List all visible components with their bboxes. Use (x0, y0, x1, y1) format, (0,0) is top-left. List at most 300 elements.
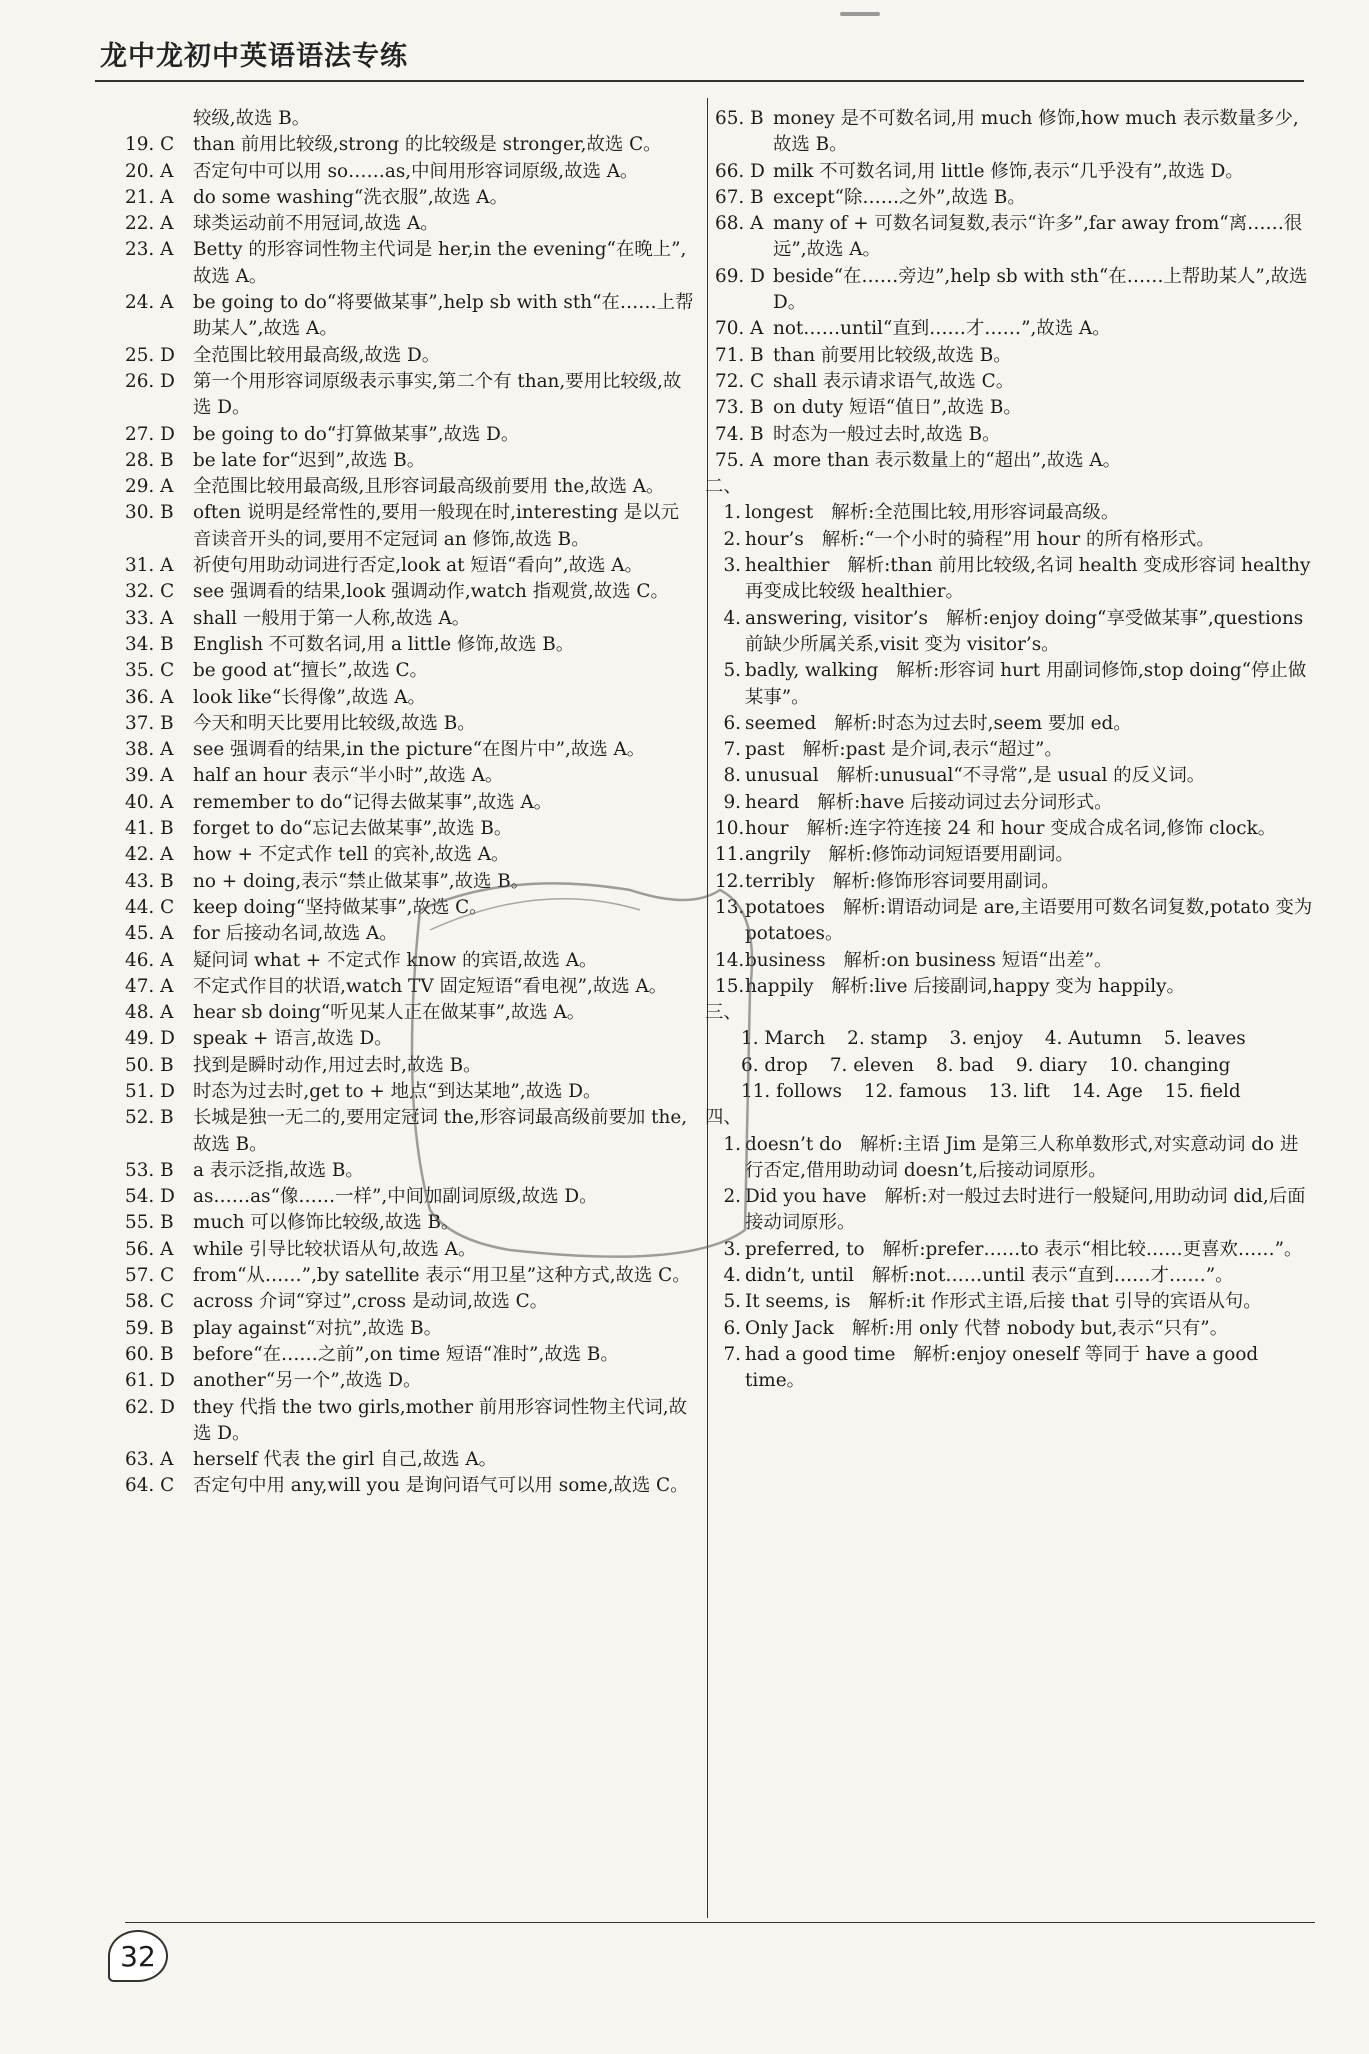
answer-explanation: 找到是瞬时动作,用过去时,故选 B。 (193, 1054, 482, 1076)
answer-explanation: no + doing,表示“禁止做某事”,故选 B。 (193, 870, 530, 892)
answer-item (715, 527, 1315, 553)
item-answer: past (745, 739, 785, 761)
answer-explanation: many of + 可数名词复数,表示“许多”,far away from“离……很远”,故选 A。 (773, 213, 1303, 261)
answer-number: 28. B (125, 449, 174, 471)
item-answer: hour (745, 818, 789, 840)
answer-number: 49. D (125, 1028, 175, 1050)
analysis-label: 解析 (868, 1291, 906, 1313)
answer-explanation: play against“对抗”,故选 B。 (193, 1317, 443, 1339)
item-answer: potatoes (745, 896, 825, 918)
answer-number: 38. A (125, 739, 174, 761)
answer-number: 51. D (125, 1080, 175, 1102)
item-body (745, 869, 1315, 895)
analysis-label: 解析 (896, 660, 934, 682)
item-answer: had a good time (745, 1343, 896, 1365)
answer-row (125, 1342, 695, 1368)
answer-explanation: half an hour 表示“半小时”,故选 A。 (193, 765, 504, 787)
answer-explanation: how + 不定式作 tell 的宾补,故选 A。 (193, 844, 510, 866)
analysis-text: :than 前用比较级,名词 health 变成形容词 healthy 再变成比较级 healthier。 (745, 555, 1311, 603)
item-answer: It seems, is (745, 1291, 851, 1313)
item-number: 3. (723, 1238, 741, 1260)
answer-row (125, 106, 695, 132)
item-number: 2. (723, 528, 741, 550)
answer-number: 45. A (125, 923, 174, 945)
item-body (745, 1263, 1315, 1289)
answer-number: 52. B (125, 1107, 174, 1129)
answer-explanation: 疑问词 what + 不定式作 know 的宾语,故选 A。 (193, 949, 598, 971)
item-number: 1. (723, 502, 741, 524)
word-answer: 13. lift (988, 1080, 1050, 1102)
answer-row (125, 500, 695, 553)
answer-item (715, 895, 1315, 948)
item-answer: didn’t, until (745, 1265, 855, 1287)
analysis-label: 解析 (847, 555, 885, 577)
answer-number: 50. B (125, 1054, 174, 1076)
item-body (745, 553, 1315, 606)
answer-explanation: 全范围比较用最高级,故选 D。 (193, 344, 441, 366)
answer-explanation: Betty 的形容词性物主代词是 her,in the evening“在晚上”,故选 A。 (193, 239, 687, 287)
answer-number: 68. A (715, 213, 764, 235)
answer-row (125, 132, 695, 158)
answer-number: 27. D (125, 423, 175, 445)
answer-row (125, 1447, 695, 1473)
section-heading: 二、 (705, 476, 742, 498)
item-answer: angrily (745, 844, 811, 866)
page-number: 32 (108, 1930, 168, 1982)
item-body (745, 1132, 1315, 1185)
item-body (745, 658, 1315, 711)
analysis-label: 解析 (828, 844, 866, 866)
answer-row (715, 422, 1315, 448)
answer-number: 43. B (125, 870, 174, 892)
item-number: 7. (723, 1343, 741, 1365)
analysis-text: :谓语动词是 are,主语要用可数名词复数,potato 变为 potatoes。 (745, 896, 1313, 945)
answer-explanation: look like“长得像”,故选 A。 (193, 686, 426, 708)
analysis-label: 解析 (806, 818, 844, 840)
analysis-text: :on business 短语“出差”。 (880, 949, 1113, 971)
item-body (745, 895, 1315, 948)
answer-number: 65. B (715, 108, 764, 129)
item-answer: longest (745, 502, 814, 524)
answer-row (125, 369, 695, 422)
answer-number: 23. A (125, 239, 174, 261)
answer-row (125, 869, 695, 895)
answer-explanation: for 后接动名词,故选 A。 (193, 923, 398, 945)
answer-number: 44. C (125, 896, 175, 918)
answer-number: 58. C (125, 1291, 175, 1313)
item-body (745, 816, 1315, 842)
item-answer: Only Jack (745, 1317, 834, 1339)
answer-number: 24. A (125, 292, 174, 314)
answer-item (715, 763, 1315, 789)
answer-number: 20. A (125, 160, 174, 182)
answer-explanation: on duty 短语“值日”,故选 B。 (773, 397, 1022, 419)
answer-item (715, 1237, 1315, 1263)
answer-row (125, 1158, 695, 1184)
answer-number: 47. A (125, 975, 174, 997)
answer-number: 71. B (715, 344, 764, 366)
answer-row (125, 1026, 695, 1052)
answer-row (715, 106, 1315, 159)
answer-row (125, 658, 695, 684)
item-body (745, 1184, 1315, 1237)
item-answer: Did you have (745, 1186, 867, 1208)
item-body (745, 1289, 1315, 1315)
answer-item (715, 658, 1315, 711)
page-header: 龙中龙初中英语语法专练 (100, 41, 408, 72)
answer-row (125, 579, 695, 605)
analysis-text: :enjoy oneself 等同于 have a good time。 (745, 1343, 1259, 1392)
answer-row (125, 816, 695, 842)
answer-number: 67. B (715, 186, 764, 208)
left-column (125, 106, 695, 1500)
answer-item (715, 1342, 1315, 1395)
answer-row (125, 343, 695, 369)
word-answer: 1. March (741, 1028, 826, 1050)
item-answer: doesn’t do (745, 1133, 842, 1155)
answer-row (125, 1184, 695, 1210)
answer-item (715, 1289, 1315, 1315)
answer-number: 69. D (715, 265, 765, 287)
answer-explanation: do some washing“洗衣服”,故选 A。 (193, 186, 508, 208)
answer-number: 36. A (125, 686, 174, 708)
answer-number: 61. D (125, 1370, 175, 1392)
answer-row (715, 448, 1315, 474)
item-number: 1. (723, 1133, 741, 1155)
answer-explanation: often 说明是经常性的,要用一般现在时,interesting 是以元音读音开头的词,要用不定冠词 an 修饰,故选 B。 (193, 502, 680, 550)
answer-explanation: a 表示泛指,故选 B。 (193, 1159, 364, 1181)
answer-row (125, 1210, 695, 1236)
answer-row (125, 1368, 695, 1394)
word-answer: 8. bad (935, 1054, 994, 1076)
answer-row (715, 316, 1315, 342)
answer-number: 70. A (715, 318, 764, 340)
answer-item (715, 974, 1315, 1000)
analysis-label: 解析 (843, 949, 881, 971)
analysis-text: :it 作形式主语,后接 that 引导的宾语从句。 (905, 1291, 1262, 1313)
item-number: 6. (723, 1317, 741, 1339)
answer-explanation: be going to do“将要做某事”,help sb with sth“在……上帮助某人”,故选 A。 (193, 292, 694, 340)
item-number: 5. (723, 660, 741, 682)
analysis-label: 解析 (882, 1238, 920, 1260)
answer-item (715, 606, 1315, 659)
bottom-rule (125, 1922, 1315, 1923)
answer-number: 53. B (125, 1159, 174, 1181)
item-number: 10. (715, 818, 745, 840)
right-column (705, 106, 1315, 1395)
answer-explanation: forget to do“忘记去做某事”,故选 B。 (193, 818, 513, 840)
answer-item (715, 842, 1315, 868)
item-body (745, 500, 1315, 526)
answer-number: 25. D (125, 344, 175, 366)
item-answer: healthier (745, 555, 830, 577)
answer-item (715, 1316, 1315, 1342)
answer-explanation: from“从……”,by satellite 表示“用卫星”这种方式,故选 C。 (193, 1265, 691, 1287)
section-heading: 三、 (705, 1002, 742, 1024)
analysis-label: 解析 (834, 712, 872, 734)
item-body (745, 711, 1315, 737)
word-row (715, 1026, 1315, 1052)
item-answer: seemed (745, 712, 817, 734)
answer-number: 21. A (125, 186, 174, 208)
analysis-text: :连字符连接 24 和 hour 变成合成名词,修饰 clock。 (843, 818, 1277, 840)
answer-explanation: 不定式作目的状语,watch TV 固定短语“看电视”,故选 A。 (193, 975, 668, 997)
answer-row (125, 1079, 695, 1105)
item-number: 15. (715, 975, 745, 997)
answer-item (715, 711, 1315, 737)
answer-explanation: 全范围比较用最高级,且形容词最高级前要用 the,故选 A。 (193, 476, 665, 498)
answer-item (715, 500, 1315, 526)
answer-row (715, 369, 1315, 395)
answer-explanation: except“除……之外”,故选 B。 (773, 186, 1026, 208)
answer-item (715, 1132, 1315, 1185)
header-rule (95, 80, 1304, 82)
analysis-label: 解析 (836, 765, 874, 787)
section-heading: 四、 (705, 1107, 742, 1129)
answer-item (715, 816, 1315, 842)
answer-row (125, 711, 695, 737)
answer-explanation: remember to do“记得去做某事”,故选 A。 (193, 791, 553, 813)
item-number: 8. (723, 765, 741, 787)
answer-row (715, 159, 1315, 185)
analysis-text: :live 后接副词,happy 变为 happily。 (868, 975, 1185, 997)
answer-explanation: money 是不可数名词,用 much 修饰,how much 表示数量多少,故选 B。 (773, 108, 1299, 156)
answer-number: 26. D (125, 370, 175, 392)
answer-row (125, 474, 695, 500)
answer-explanation: see 强调看的结果,in the picture“在图片中”,故选 A。 (193, 739, 646, 761)
answer-explanation: hear sb doing“听见某人正在做某事”,故选 A。 (193, 1002, 586, 1024)
item-body (745, 842, 1315, 868)
answer-row (125, 1000, 695, 1026)
answer-row (125, 422, 695, 448)
answer-number: 32. C (125, 581, 175, 603)
item-number: 7. (723, 739, 741, 761)
answer-row (125, 1105, 695, 1158)
answer-explanation: shall 一般用于第一人称,故选 A。 (193, 607, 471, 629)
analysis-label: 解析 (859, 1133, 897, 1155)
item-body (745, 1237, 1315, 1263)
answer-item (715, 790, 1315, 816)
answer-number: 37. B (125, 712, 174, 734)
answer-row (125, 606, 695, 632)
analysis-text: :修饰动词短语要用副词。 (865, 844, 1074, 866)
answer-row (125, 895, 695, 921)
answer-row (125, 1263, 695, 1289)
answer-explanation: 否定句中可以用 so……as,中间用形容词原级,故选 A。 (193, 160, 639, 182)
answer-explanation: 时态为一般过去时,故选 B。 (773, 423, 1001, 445)
answer-explanation: 否定句中用 any,will you 是询问语气可以用 some,故选 C。 (193, 1475, 689, 1497)
answer-number: 59. B (125, 1317, 174, 1339)
answer-explanation: 第一个用形容词原级表示事实,第二个有 than,要用比较级,故选 D。 (193, 370, 682, 419)
item-body (745, 763, 1315, 789)
word-answer: 7. eleven (829, 1054, 914, 1076)
answer-explanation: they 代指 the two girls,mother 前用形容词性物主代词,故选 D。 (193, 1396, 688, 1444)
answer-row (715, 343, 1315, 369)
answer-number: 22. A (125, 213, 174, 235)
answer-row (125, 1316, 695, 1342)
answer-item (715, 553, 1315, 606)
answer-item (715, 1263, 1315, 1289)
answer-row (125, 1289, 695, 1315)
item-answer: business (745, 949, 826, 971)
item-number: 6. (723, 712, 741, 734)
item-number: 9. (723, 791, 741, 813)
answer-number: 46. A (125, 949, 174, 971)
analysis-text: :对一般过去时进行一般疑问,用助动词 did,后面接动词原形。 (745, 1186, 1306, 1234)
answer-explanation: milk 不可数名词,用 little 修饰,表示“几乎没有”,故选 D。 (773, 160, 1244, 182)
word-answer: 10. changing (1109, 1054, 1231, 1076)
answer-row (125, 763, 695, 789)
analysis-text: :not……until 表示“直到……才……”。 (908, 1265, 1234, 1287)
answer-explanation: before“在……之前”,on time 短语“准时”,故选 B。 (193, 1343, 619, 1365)
answer-number: 40. A (125, 791, 174, 813)
answer-row (125, 1395, 695, 1448)
item-answer: hour’s (745, 528, 804, 550)
analysis-label: 解析 (872, 1265, 909, 1287)
word-answer: 6. drop (741, 1054, 808, 1076)
answer-number: 31. A (125, 555, 174, 577)
answer-number: 39. A (125, 765, 174, 787)
analysis-text: :主语 Jim 是第三人称单数形式,对实意动词 do 进行否定,借用助动词 doesn’t,后接动词原形。 (745, 1133, 1299, 1181)
analysis-text: :用 only 代替 nobody but,表示“只有”。 (888, 1317, 1229, 1339)
answer-number: 73. B (715, 397, 764, 419)
item-answer: unusual (745, 765, 819, 787)
answer-row (125, 737, 695, 763)
word-answer: 9. diary (1015, 1054, 1088, 1076)
answer-number: 60. B (125, 1343, 174, 1365)
answer-explanation: speak + 语言,故选 D。 (193, 1028, 393, 1050)
answer-explanation: another“另一个”,故选 D。 (193, 1370, 422, 1392)
item-body (745, 1342, 1315, 1395)
word-answer: 2. stamp (847, 1028, 928, 1050)
answer-explanation: than 前用比较级,strong 的比较级是 stronger,故选 C。 (193, 134, 662, 156)
answer-explanation: across 介词“穿过”,cross 是动词,故选 C。 (193, 1291, 549, 1313)
analysis-text: :past 是介词,表示“超过”。 (839, 739, 1063, 761)
answer-row (125, 790, 695, 816)
item-body (745, 1316, 1315, 1342)
answer-number: 66. D (715, 160, 765, 182)
analysis-label: 解析 (831, 975, 869, 997)
answer-item (715, 948, 1315, 974)
item-body (745, 790, 1315, 816)
answer-row (715, 395, 1315, 421)
answer-row (125, 448, 695, 474)
item-answer: answering, visitor’s (745, 607, 928, 629)
answer-number: 35. C (125, 660, 175, 682)
answer-number: 41. B (125, 818, 174, 840)
answer-number: 74. B (715, 423, 764, 445)
answer-explanation: shall 表示请求语气,故选 C。 (773, 370, 1015, 392)
answer-explanation: not……until“直到……才……”,故选 A。 (773, 318, 1111, 340)
answer-row (125, 948, 695, 974)
word-answer: 11. follows (741, 1080, 842, 1102)
word-row (715, 1079, 1315, 1105)
item-number: 14. (715, 949, 745, 971)
answer-explanation: while 引导比较状语从句,故选 A。 (193, 1238, 477, 1260)
answer-explanation: be good at“擅长”,故选 C。 (193, 660, 428, 682)
answer-row (125, 685, 695, 711)
analysis-text: :“一个小时的骑程”用 hour 的所有格形式。 (858, 528, 1215, 550)
answer-row (125, 974, 695, 1000)
answer-number: 72. C (715, 370, 765, 392)
answer-explanation: English 不可数名词,用 a little 修饰,故选 B。 (193, 633, 575, 655)
answer-number: 57. C (125, 1265, 175, 1287)
answer-explanation: be late for“迟到”,故选 B。 (193, 449, 426, 471)
answer-row (125, 1237, 695, 1263)
analysis-label: 解析 (913, 1343, 951, 1365)
item-number: 11. (715, 844, 745, 866)
item-number: 2. (723, 1186, 741, 1208)
answer-row (125, 185, 695, 211)
item-number: 3. (723, 555, 741, 577)
answer-number: 55. B (125, 1212, 174, 1234)
answer-explanation: 较级,故选 B。 (193, 108, 311, 129)
answer-row (715, 211, 1315, 264)
answer-explanation: be going to do“打算做某事”,故选 D。 (193, 423, 520, 445)
answer-number: 75. A (715, 449, 764, 471)
answer-number: 63. A (125, 1449, 174, 1471)
item-body (745, 737, 1315, 763)
analysis-text: :enjoy doing“享受做某事”,questions 前缺少所属关系,visit 变为 visitor’s。 (745, 607, 1304, 655)
answer-number: 42. A (125, 844, 174, 866)
answer-explanation: 时态为过去时,get to + 地点“到达某地”,故选 D。 (193, 1080, 602, 1102)
answer-explanation: than 前要用比较级,故选 B。 (773, 344, 1012, 366)
word-answer: 5. leaves (1163, 1028, 1246, 1050)
analysis-label: 解析 (821, 528, 859, 550)
item-number: 5. (723, 1291, 741, 1313)
word-answer: 15. field (1164, 1080, 1241, 1102)
analysis-label: 解析 (831, 502, 869, 524)
item-body (745, 948, 1315, 974)
analysis-label: 解析 (884, 1186, 922, 1208)
answer-row (715, 185, 1315, 211)
answer-row (125, 1473, 695, 1499)
item-answer: badly, walking (745, 660, 879, 682)
analysis-label: 解析 (842, 896, 880, 918)
answer-explanation: more than 表示数量上的“超出”,故选 A。 (773, 449, 1121, 471)
answer-explanation: as……as“像……一样”,中间加副词原级,故选 D。 (193, 1186, 598, 1208)
item-answer: terribly (745, 870, 815, 892)
item-body (745, 974, 1315, 1000)
answer-number: 19. C (125, 134, 175, 156)
answer-explanation: 祈使句用助动词进行否定,look at 短语“看向”,故选 A。 (193, 555, 643, 577)
answer-number: 29. A (125, 476, 174, 498)
answer-row (125, 1053, 695, 1079)
word-answer: 14. Age (1071, 1080, 1143, 1102)
answer-explanation: much 可以修饰比较级,故选 B。 (193, 1212, 460, 1234)
analysis-label: 解析 (802, 739, 840, 761)
word-answer: 12. famous (864, 1080, 967, 1102)
answer-number: 62. D (125, 1396, 175, 1418)
scan-mark (840, 12, 880, 16)
analysis-text: :prefer……to 表示“相比较……更喜欢……”。 (919, 1238, 1303, 1260)
answer-number: 54. D (125, 1186, 175, 1208)
item-number: 4. (723, 607, 741, 629)
answer-number: 48. A (125, 1002, 174, 1024)
answer-item (715, 737, 1315, 763)
word-row (715, 1053, 1315, 1079)
item-answer: heard (745, 791, 800, 813)
word-answer: 3. enjoy (949, 1028, 1023, 1050)
item-number: 12. (715, 870, 745, 892)
analysis-label: 解析 (817, 791, 855, 813)
item-body (745, 606, 1315, 659)
analysis-label: 解析 (945, 607, 983, 629)
answer-row (125, 290, 695, 343)
answer-row (125, 237, 695, 290)
analysis-text: :unusual“不寻常”,是 usual 的反义词。 (873, 765, 1206, 787)
answer-number (125, 106, 193, 132)
